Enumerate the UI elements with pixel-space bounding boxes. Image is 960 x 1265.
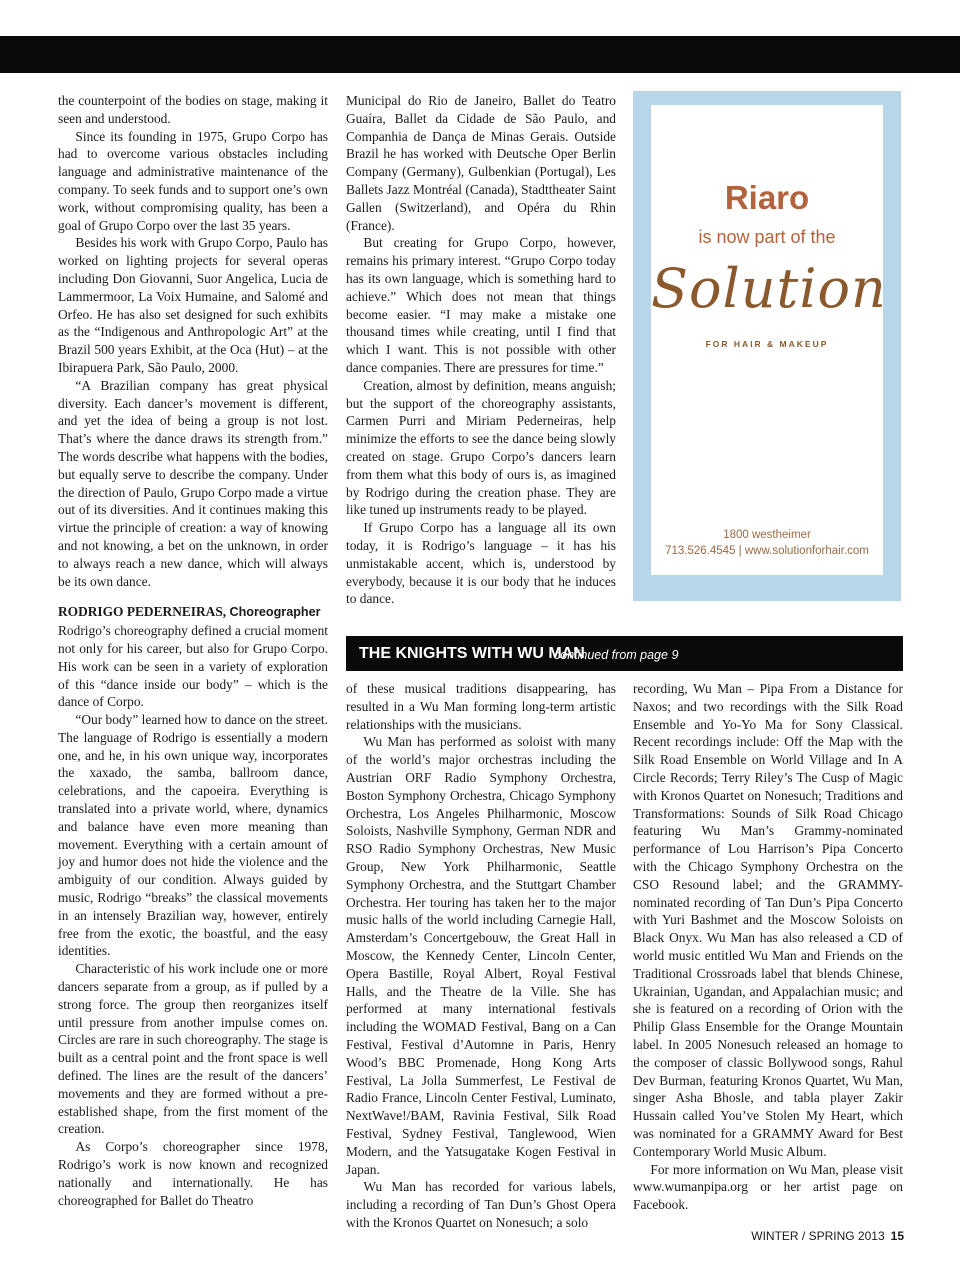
- ad-address: 1800 westheimer: [723, 529, 811, 541]
- article-column-2: [346, 92, 616, 608]
- paragraph: Wu Man has performed as soloist with many of the world’s major orchestras including the Austrian ORF Radio Symphony Orchestra, Boston Symphony Orchestra, Chicago Symphony Orchestra, Los Angeles Philharmonic, Moscow Soloists, Nashville Symphony, German NDR and RSO Radio Symphony Orchestras, New Music Group, New York Philharmonic, Seattle Symphony Orchestra, and the Stuttgart Chamber Orchestra. Her touring has taken her to the major music halls of the world including Carnegie Hall, Amsterdam’s Concertgebouw, the Great Hall in Moscow, the Kennedy Center, Lincoln Center, Opera Bastille, Royal Albert, Royal Festival Halls, and the Theatre de la Ville. She has performed at many international festivals including the WOMAD Festival, Bang on a Can Festival, Festival d’Automne in Paris, Henry Wood’s BBC Promenade, Hong Kong Arts Festival, La Jolla Summerfest, Le Festival de Radio France, Lincoln Center Festival, Luminato, NextWave!/BAM, Ravinia Festival, Silk Road Festival, Sydney Festival, Tanglewood, Wien Modern, and the Yatsugatake Kogen Festival in Japan.: [346, 734, 616, 1177]
- heading-name: RODRIGO PEDERNEIRAS,: [58, 604, 227, 620]
- paragraph: “A Brazilian company has great physical diversity. Each dancer’s movement is different, and yet the idea of being a group is not lost. That’s where the dance draws its strength from.” The words describe what happens with the bodies, but equally serve to describe the company. Under the direction of Paulo, Grupo Corpo made a virtue out of its diversities. And it continues making this virtue the principle of creation: a way of knowing and not knowing, a bet on the unknown, in order to always reach a new dance, which will always be its own dance.: [58, 377, 328, 589]
- article-column-3: [346, 680, 616, 1232]
- paragraph: Besides his work with Grupo Corpo, Paulo has worked on lighting projects for several operas including Don Giovanni, Suor Angelica, Lucia de Lammermoor, La Voix Humaine, and Salomé and Orfeo. He has also set designed for such exhibits as the “Indigenous and Anthropologic Art” at the Brazil 500 years Exhibit, at the Oca (Hut) – at the Ibirapuera Park, São Paulo, 2000.: [58, 235, 328, 375]
- paragraph: recording, Wu Man – Pipa From a Distance for Naxos; and two recordings with the Silk Road Ensemble and Yo-Yo Ma for Sony Classical. Recent recordings include: Off the Map with the Silk Road Ensemble on World Village and In A Circle Records; Terry Riley’s The Cusp of Magic with Kronos Quartet on Nonesuch; Traditions and Transformations: Sounds of Silk Road Chicago featuring Wu Man’s Grammy-nominated performance of Lou Harrison’s Pipa Concerto with the Chicago Symphony Orchestra on the CSO Resound label; and the GRAMMY-nominated recording of Tan Dun’s Pipa Concerto with Yuri Bashmet and the Moscow Soloists on Black Onyx. Wu Man has also released a CD of world music entitled Wu Man and Friends on the Traditional Crossroads label that blends Chinese, Ukrainian, Ugandan, and Appalachian music; and she is featured on a recording of Orion with the Philip Glass Ensemble for the Orange Mountain label. In 2005 Nonesuch released an homage to the composer of classic Bollywood songs, Rahul Dev Burman, featuring Kronos Quartet, Wu Man, singer Asha Bhosle, and tabla player Zakir Hussain called You’ve Stolen My Heart, which was nominated for a GRAMMY Award for Best Contemporary World Music Album.: [633, 681, 903, 1159]
- paragraph: If Grupo Corpo has a language all its own today, it is Rodrigo’s language – it has his unmistakable accent, which is, understood by everybody, because it is our body that he induces to dance.: [346, 520, 616, 607]
- paragraph: the counterpoint of the bodies on stage, making it seen and understood.: [58, 93, 328, 126]
- paragraph: For more information on Wu Man, please visit www.wumanpipa.org or her artist page on Facebook.: [633, 1161, 903, 1213]
- paragraph: Rodrigo’s choreography defined a crucial moment not only for his career, but also for Grupo Corpo. His work can be seen in a variety of exploration of this “dance inside our body” – which is the dance of Corpo.: [58, 623, 328, 710]
- subsection-heading: [58, 603, 328, 622]
- paragraph: “Our body” learned how to dance on the street. The language of Rodrigo is essentially a modern one, and he, in his own unique way, incorporates the xaxado, the samba, ballroom dance, celebrations, and the capoeira. Everything is translated into a private world, where, dynamics and balance have even more meaning than movement. Everything with a certain amount of joy and humor does not hide the violence and the ambiguity of our condition. Always guided by music, Rodrigo “breaks” the classical movements in an intensely Brazilian way, however, entirely free from the exotic, the boastful, and the easy identities.: [58, 712, 328, 959]
- ad-contact: 713.526.4545 | www.solutionforhair.com: [665, 545, 869, 557]
- heading-role: Choreographer: [229, 605, 321, 620]
- advertisement[interactable]: [633, 91, 901, 601]
- article-column-4: [633, 680, 903, 1214]
- continued-note: continued from page 9: [554, 648, 679, 662]
- page-footer: [751, 1229, 904, 1243]
- paragraph: of these musical traditions disappearing, has resulted in a Wu Man forming long-term artistic relationships with the musicians.: [346, 681, 616, 732]
- ad-tagline: FOR HAIR & MAKEUP: [705, 339, 829, 349]
- section-title: THE KNIGHTS WITH WU MAN: [359, 645, 585, 662]
- page-number: 15: [890, 1229, 904, 1243]
- ad-logo: Solution: [651, 257, 887, 320]
- paragraph: Wu Man has recorded for various labels, including a recording of Tan Dun’s Ghost Opera with the Kronos Quartet on Nonesuch; a solo: [346, 1179, 616, 1230]
- paragraph: Creation, almost by definition, means anguish; but the support of the choreography assistants, Carmen Purri and Miriam Pederneiras, help minimize the efforts to see the dance being slowly created on stage. Grupo Corpo’s dancers learn from them what this body of ours is, as imagined by Rodrigo during the creation phase. They are like tuned up instruments ready to be played.: [346, 377, 616, 518]
- ad-panel: [651, 105, 887, 575]
- article-column-1: [58, 92, 328, 1209]
- section-header-bar: [346, 636, 903, 671]
- paragraph: Municipal do Rio de Janeiro, Ballet do Teatro Guaíra, Ballet da Cidade de São Paulo, and Companhia de Dança de Minas Gerais. Outside Brazil he has worked with Deutsche Oper Berlin Company (Germany), Gulbenkian (Portugal), Les Ballets Jazz Montréal (Canada), Stadttheater Saint Gallen (Switzerland), and Opéra du Rhin (France).: [346, 93, 616, 233]
- paragraph: As Corpo’s choreographer since 1978, Rodrigo’s work is now known and recognized nationally and internationally. He has choreographed for Ballet do Theatro: [58, 1139, 328, 1208]
- ad-brand: Riaro: [724, 179, 810, 216]
- issue-label: WINTER / SPRING 2013: [751, 1229, 885, 1243]
- paragraph: Since its founding in 1975, Grupo Corpo has had to overcome various obstacles including language and administrative maintenance of the company. To seek funds and to support one’s own work, without compromising quality, has been a goal of Grupo Corpo over the last 35 years.: [58, 128, 328, 233]
- top-banner-bar: [0, 36, 960, 73]
- paragraph: Characteristic of his work include one or more dancers separate from a group, as if pulled by a strong force. The group then reorganizes itself until pressure from another impulse comes on. Circles are rare in such choreography. The stage is built as a central point and the front space is well defined. The lines are the result of the dancers’ movements and they are formed without a pre-established shape, from the first moment of the creation.: [58, 961, 328, 1137]
- paragraph: But creating for Grupo Corpo, however, remains his primary interest. “Grupo Corpo today has its own language, which is something hard to achieve.” Which does not mean that things become easier. “I may make a mistake one thousand times while creating, until I find that which I want. This is not possible with other dance companies. There are pressures for time.”: [346, 235, 616, 375]
- ad-subtitle: is now part of the: [698, 227, 836, 247]
